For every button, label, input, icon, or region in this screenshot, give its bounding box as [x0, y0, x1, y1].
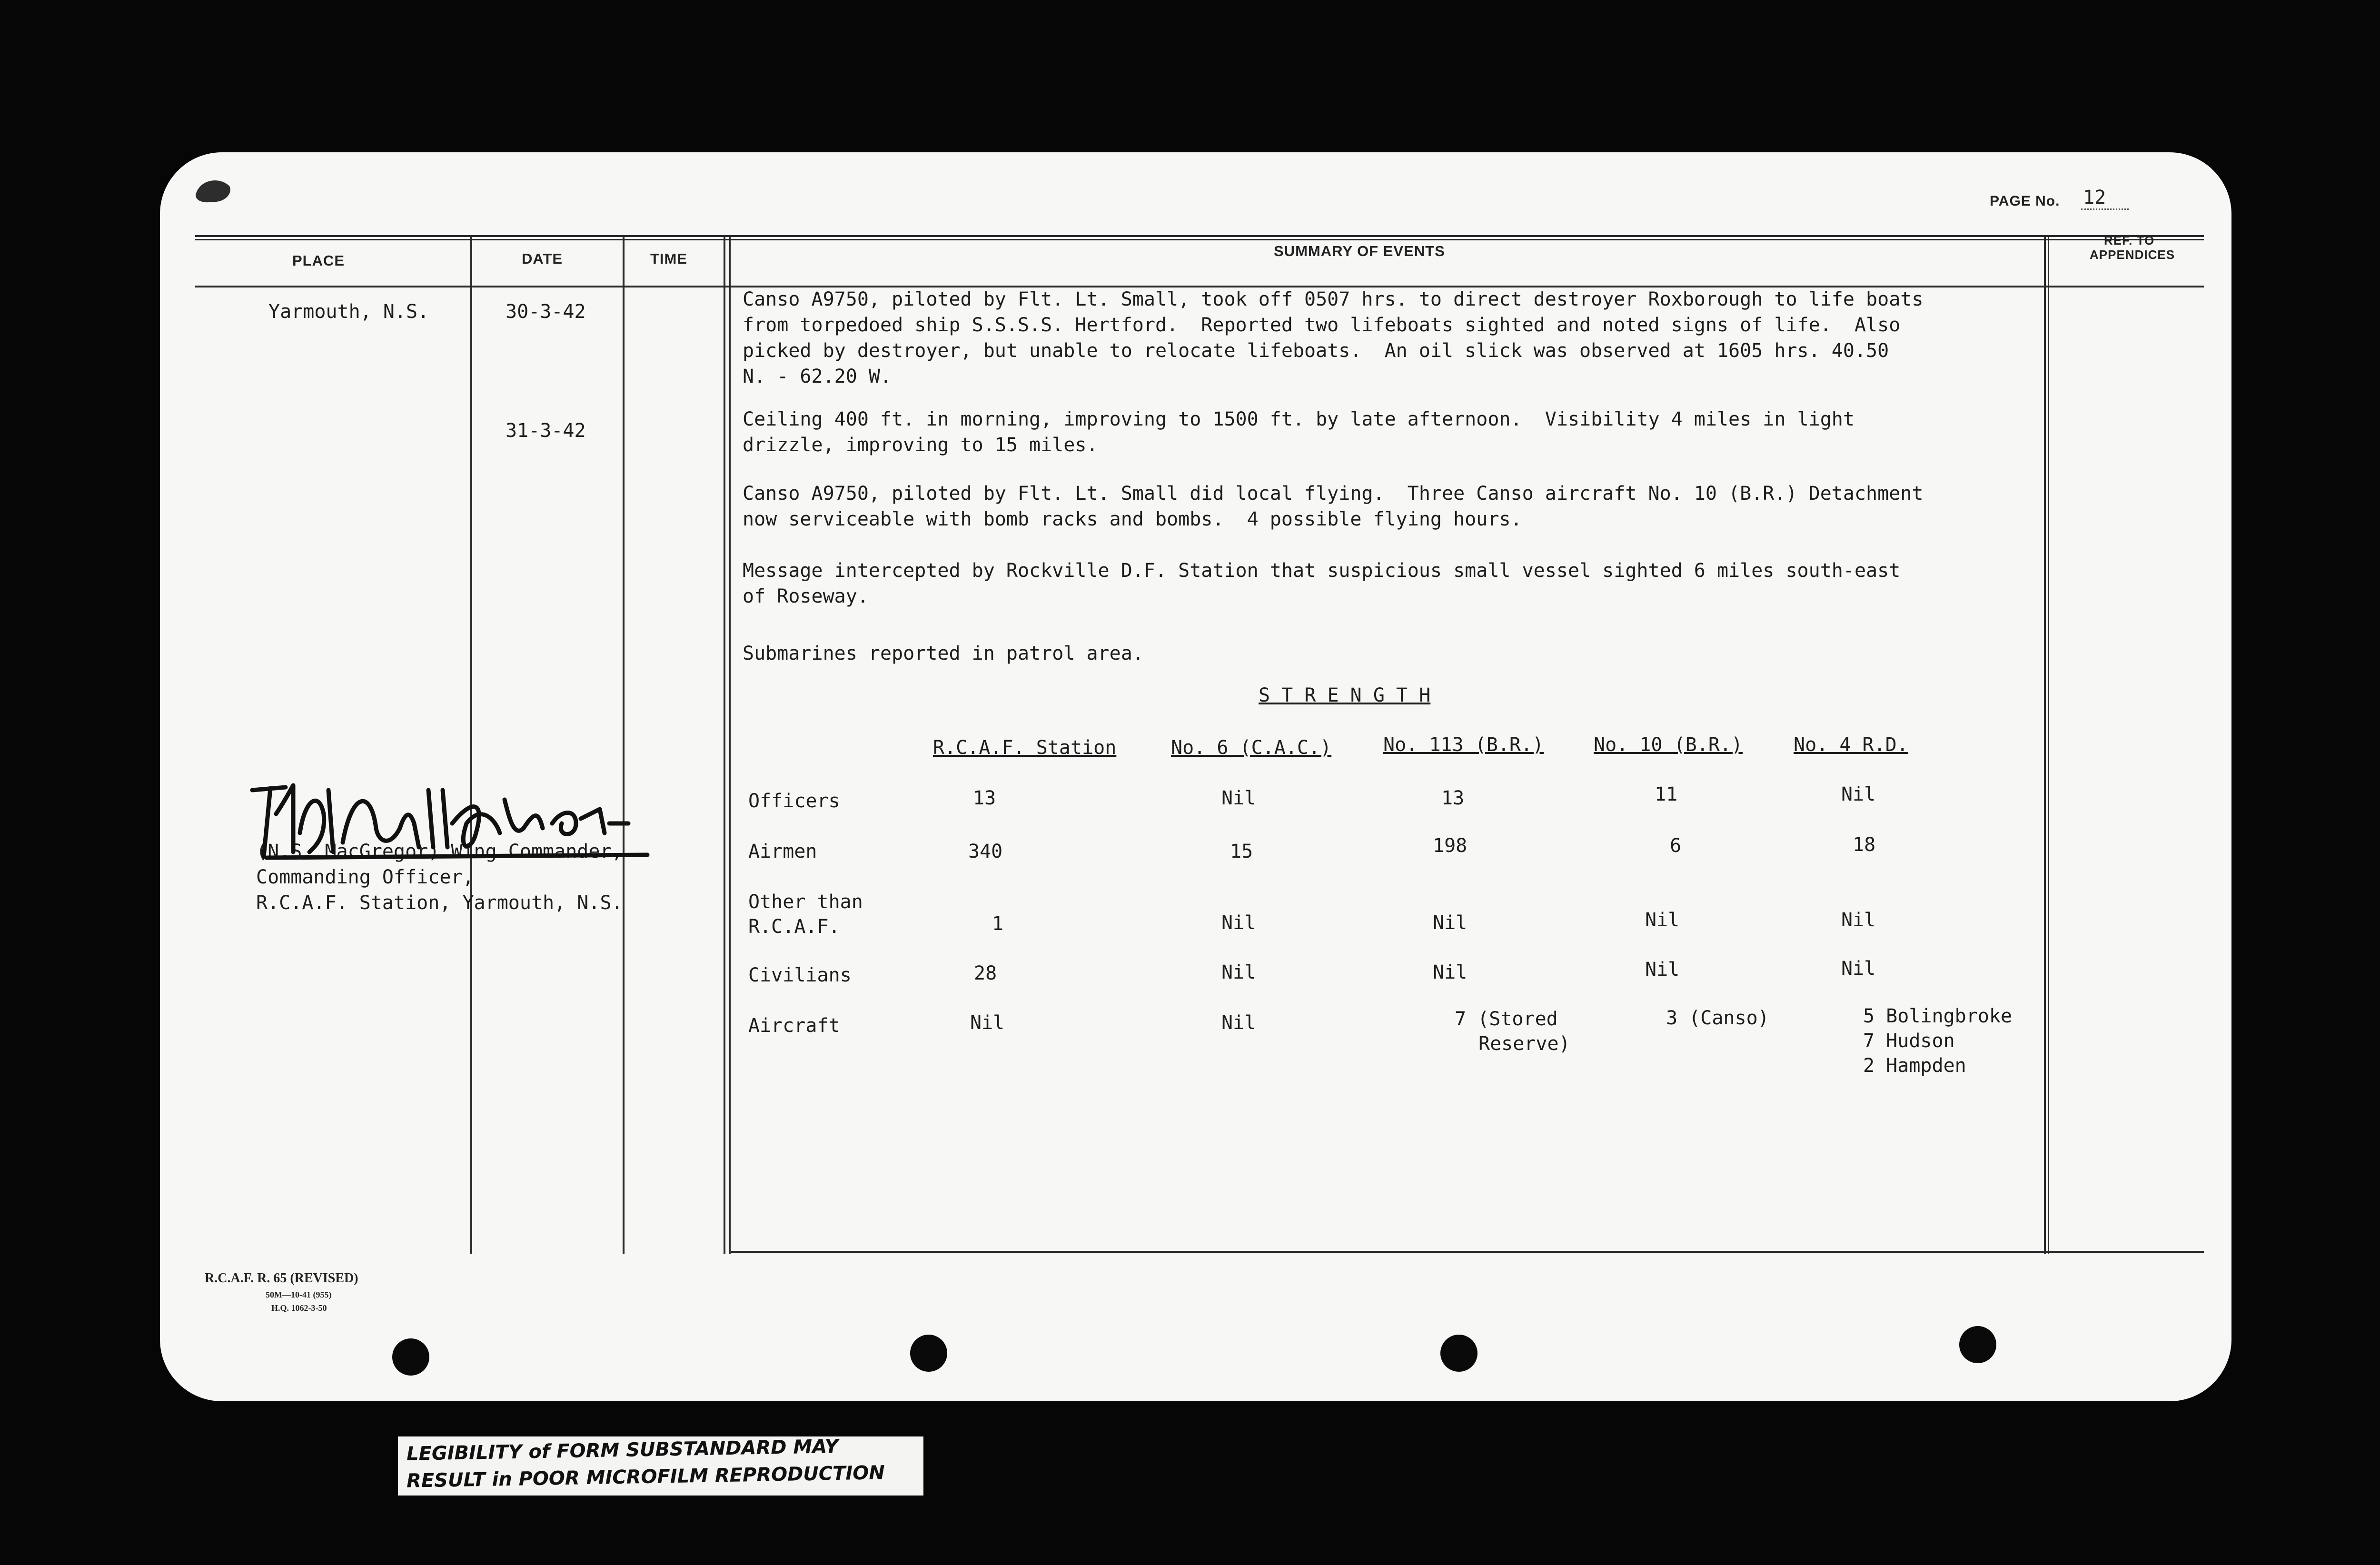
form-hq-code: H.Q. 1062-3-50: [271, 1303, 327, 1313]
strength-col-header: No. 4 R.D.: [1794, 734, 1908, 756]
time-header: TIME: [650, 250, 688, 267]
paragraph-1-line: picked by destroyer, but unable to relocate lifeboats. An oil slick was observed at 1605 hrs. 40.50: [743, 340, 1889, 362]
strength-title: S T R E N G T H: [1259, 684, 1431, 706]
paragraph-5-line: Submarines reported in patrol area.: [743, 643, 1144, 664]
legibility-note: [398, 1436, 923, 1496]
cell: 5 Bolingbroke: [1863, 1005, 2013, 1027]
date-entry-2: 31-3-42: [506, 420, 586, 442]
ink-blot-mark: [191, 174, 234, 208]
page-number: 12: [2083, 187, 2106, 208]
signature-name-rank: (N.S. MacGregor) Wing Commander,: [256, 841, 623, 862]
table-bottom-rule: [731, 1251, 2204, 1253]
signature-title: Commanding Officer,: [256, 866, 474, 888]
paragraph-4-line: Message intercepted by Rockville D.F. Station that suspicious small vessel sighted 6 miles south-east: [743, 560, 1901, 582]
cell: Nil: [1841, 783, 1876, 805]
cell: Nil: [1221, 961, 1256, 983]
strength-col-header: R.C.A.F. Station: [933, 737, 1117, 759]
cell: Nil: [1433, 912, 1468, 934]
date-header: DATE: [522, 250, 563, 267]
summary-ref-divider-2: [2048, 235, 2049, 1254]
place-entry: Yarmouth, N.S.: [268, 301, 429, 323]
row-label-other-line1: Other than: [748, 891, 863, 913]
legibility-note-line2: RESULT in POOR MICROFILM REPRODUCTION: [406, 1462, 885, 1492]
paragraph-1-line: Canso A9750, piloted by Flt. Lt. Small, took off 0507 hrs. to direct destroyer Roxborough to life boats: [743, 288, 1924, 310]
cell: 15: [1230, 841, 1253, 862]
cell: 340: [968, 841, 1003, 862]
summary-header: SUMMARY OF EVENTS: [1274, 243, 1445, 259]
binder-hole: [1440, 1335, 1478, 1372]
paragraph-3-line: now serviceable with bomb racks and bombs. 4 possible flying hours.: [743, 508, 1522, 530]
cell: 2 Hampden: [1863, 1055, 1966, 1077]
signature-station: R.C.A.F. Station, Yarmouth, N.S.: [256, 892, 623, 914]
row-label-other-line2: R.C.A.F.: [748, 916, 840, 938]
paragraph-2-line: Ceiling 400 ft. in morning, improving to 1500 ft. by late afternoon. Visibility 4 miles in light: [743, 408, 1854, 430]
place-date-divider: [470, 235, 472, 1254]
legibility-note-line1: LEGIBILITY of FORM SUBSTANDARD MAY: [406, 1436, 839, 1465]
table-top-rule: [195, 235, 2204, 237]
cell: 11: [1655, 783, 1678, 805]
cell: 18: [1853, 834, 1876, 856]
paragraph-4-line: of Roseway.: [743, 585, 869, 607]
cell: Nil: [970, 1012, 1005, 1034]
handwritten-signature: [248, 771, 666, 866]
cell: 7 Hudson: [1863, 1030, 1955, 1052]
strength-col-header: No. 6 (C.A.C.): [1171, 737, 1332, 759]
cell: Nil: [1645, 959, 1680, 981]
row-label-officers: Officers: [748, 790, 840, 812]
cell: Nil: [1221, 787, 1256, 809]
row-label-airmen: Airmen: [748, 841, 817, 862]
cell: Nil: [1841, 909, 1876, 931]
time-summary-divider-2: [729, 235, 731, 1254]
cell: Nil: [1221, 1012, 1256, 1034]
paragraph-2: [743, 406, 1854, 458]
cell: 198: [1433, 835, 1468, 857]
date-time-divider: [623, 235, 625, 1254]
date-entry-1: 30-3-42: [506, 301, 586, 323]
cell: Nil: [1221, 912, 1256, 934]
row-label-civilians: Civilians: [748, 964, 852, 986]
paragraph-3-line: Canso A9750, piloted by Flt. Lt. Small did local flying. Three Canso aircraft No. 10 (B.R.) Detachment: [743, 483, 1924, 505]
ref-header-line2: APPENDICES: [2090, 248, 2175, 262]
paragraph-1-line: from torpedoed ship S.S.S.S. Hertford. Reported two lifeboats sighted and noted signs of life. Also: [743, 314, 1901, 336]
cell: Nil: [1645, 909, 1680, 931]
paragraph-3: [743, 481, 1923, 532]
paragraph-1: [743, 287, 1923, 389]
cell: 7 (Stored: [1455, 1008, 1558, 1030]
paragraph-1-line: N. - 62.20 W.: [743, 366, 892, 387]
paragraph-2-line: drizzle, improving to 15 miles.: [743, 434, 1098, 456]
binder-hole: [910, 1335, 947, 1372]
cell: Nil: [1433, 961, 1468, 983]
place-header: PLACE: [292, 252, 345, 269]
strength-col-header: No. 113 (B.R.): [1383, 734, 1544, 756]
cell: 28: [974, 962, 997, 984]
time-summary-divider: [724, 235, 725, 1254]
cell: 13: [1441, 787, 1465, 809]
paragraph-5: [743, 641, 1144, 666]
cell: 1: [992, 913, 1004, 935]
strength-col-header: No. 10 (B.R.): [1594, 734, 1743, 756]
binder-hole: [392, 1338, 429, 1376]
binder-hole: [1959, 1326, 1996, 1363]
cell: 6: [1670, 835, 1682, 857]
summary-ref-divider: [2044, 235, 2046, 1254]
form-printing-code: 50M—10-41 (955): [266, 1290, 332, 1299]
cell: Nil: [1841, 958, 1876, 980]
ref-header-line1: REF. TO: [2104, 233, 2155, 248]
page-number-dotline: [2081, 208, 2129, 210]
paragraph-4: [743, 558, 1900, 609]
form-number: R.C.A.F. R. 65 (REVISED): [205, 1271, 358, 1286]
table-top-rule-2: [195, 239, 2204, 240]
cell: 3 (Canso): [1666, 1007, 1769, 1029]
cell: 13: [973, 787, 996, 809]
page-number-label: PAGE No.: [1990, 193, 2060, 209]
cell: Reserve): [1478, 1033, 1570, 1055]
row-label-aircraft: Aircraft: [748, 1015, 840, 1037]
form-card: [160, 152, 2231, 1401]
